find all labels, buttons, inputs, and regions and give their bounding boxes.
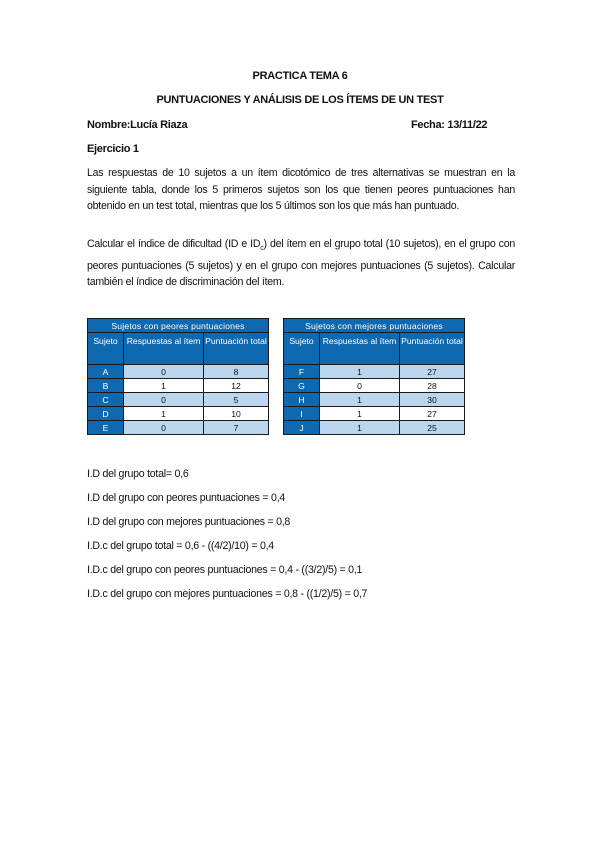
- table-row: [88, 407, 269, 421]
- document-subtitle: PUNTUACIONES Y ANÁLISIS DE LOS ÍTEMS DE UN TEST: [156, 94, 444, 106]
- subject-cell: F: [284, 365, 320, 379]
- table-row: [284, 379, 465, 393]
- column-header: Sujeto: [284, 333, 320, 365]
- response-cell: 0: [320, 379, 400, 393]
- column-header: Respuestas al ítem: [320, 333, 400, 365]
- response-cell: 1: [124, 379, 204, 393]
- column-header: Puntuación total: [400, 333, 465, 365]
- score-cell: 27: [400, 407, 465, 421]
- table-row: [284, 393, 465, 407]
- response-cell: 0: [124, 365, 204, 379]
- table-row: [284, 421, 465, 435]
- score-cell: 27: [400, 365, 465, 379]
- column-header: Puntuación total: [204, 333, 269, 365]
- table-row: [88, 421, 269, 435]
- score-cell: 5: [204, 393, 269, 407]
- response-cell: 0: [124, 393, 204, 407]
- date-label: Fecha: 13/11/22: [411, 119, 488, 131]
- score-cell: 25: [400, 421, 465, 435]
- result-idc-total: I.D.c del grupo total = 0,6 - ((4/2)/10) = 0,4: [87, 540, 274, 552]
- table-title: Sujetos con mejores puntuaciones: [284, 319, 465, 333]
- score-cell: 12: [204, 379, 269, 393]
- subject-cell: G: [284, 379, 320, 393]
- table-row: [88, 393, 269, 407]
- score-cell: 7: [204, 421, 269, 435]
- subject-cell: D: [88, 407, 124, 421]
- response-cell: 1: [320, 421, 400, 435]
- subject-cell: I: [284, 407, 320, 421]
- response-cell: 1: [320, 393, 400, 407]
- table-best-scores: [283, 318, 465, 435]
- exercise-heading: Ejercicio 1: [87, 143, 139, 155]
- score-cell: 8: [204, 365, 269, 379]
- score-cell: 28: [400, 379, 465, 393]
- subject-cell: H: [284, 393, 320, 407]
- table-row: [88, 379, 269, 393]
- score-cell: 30: [400, 393, 465, 407]
- exercise-paragraph-2: Calcular el índice de dificultad (ID e $ID_c$) del ítem en el grupo total (10 sujetos), en el grupo con peores puntuaciones (5 sujetos) y en el grupo con mejores puntuaciones (5 sujetos). Calcular también el índice de discriminación del ítem.: [87, 238, 515, 289]
- response-cell: 1: [124, 407, 204, 421]
- subject-cell: A: [88, 365, 124, 379]
- result-id-total: I.D del grupo total= 0,6: [87, 468, 189, 480]
- document-title: PRACTICA TEMA 6: [252, 70, 348, 82]
- exercise-paragraph-1: Las respuestas de 10 sujetos a un ítem dicotómico de tres alternativas se muestran en la siguiente tabla, donde los 5 primeros sujetos son los que tienen peores puntuaciones han obtenido en un test total, mientras que los 5 últimos son los que más han puntuado.: [87, 167, 515, 212]
- table-row: [284, 365, 465, 379]
- subject-cell: C: [88, 393, 124, 407]
- result-idc-worst: I.D.c del grupo con peores puntuaciones = 0,4 - ((3/2)/5) = 0,1: [87, 564, 363, 576]
- subject-cell: J: [284, 421, 320, 435]
- response-cell: 0: [124, 421, 204, 435]
- subject-cell: B: [88, 379, 124, 393]
- column-header: Respuestas al ítem: [124, 333, 204, 365]
- table-worst-scores: [87, 318, 269, 435]
- subject-cell: E: [88, 421, 124, 435]
- result-id-worst: I.D del grupo con peores puntuaciones = 0,4: [87, 492, 286, 504]
- table-row: [284, 407, 465, 421]
- table-row: [88, 365, 269, 379]
- score-cell: 10: [204, 407, 269, 421]
- student-name: Nombre:Lucía Riaza: [87, 119, 188, 131]
- response-cell: 1: [320, 365, 400, 379]
- column-header: Sujeto: [88, 333, 124, 365]
- result-id-best: I.D del grupo con mejores puntuaciones = 0,8: [87, 516, 291, 528]
- table-title: Sujetos con peores puntuaciones: [88, 319, 269, 333]
- result-idc-best: I.D.c del grupo con mejores puntuaciones = 0,8 - ((1/2)/5) = 0,7: [87, 588, 368, 600]
- response-cell: 1: [320, 407, 400, 421]
